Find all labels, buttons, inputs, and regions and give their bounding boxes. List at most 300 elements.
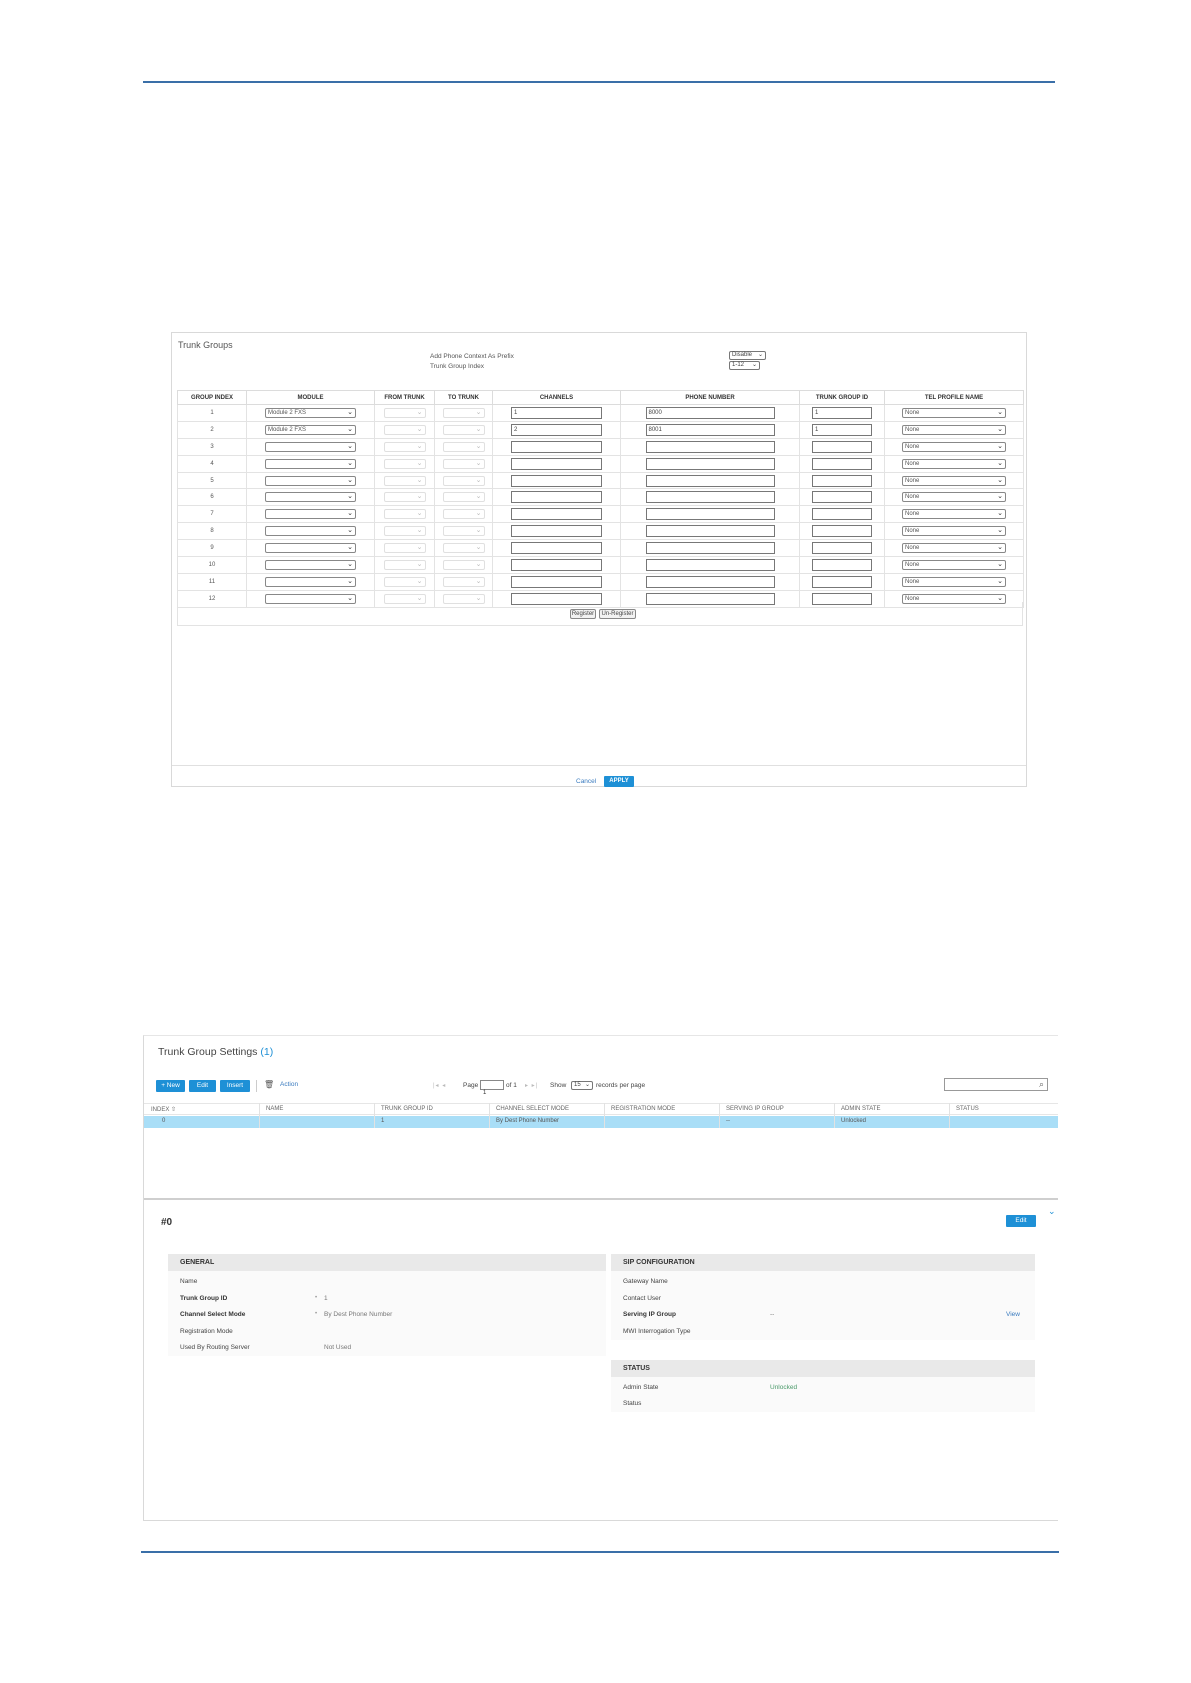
tel-profile-select[interactable] [902, 408, 1006, 418]
tel-profile-select[interactable] [902, 442, 1006, 452]
table-row[interactable] [144, 1116, 1058, 1128]
page-input-value: 1 [483, 1090, 487, 1096]
trunk-group-id-value: 1 [815, 409, 819, 416]
channels-cell [493, 472, 621, 489]
chevron-down-icon: ⌄ [416, 442, 423, 450]
trash-icon[interactable]: 🗑 [264, 1080, 275, 1089]
from-trunk-select [384, 577, 426, 587]
trunk-group-id-input[interactable] [812, 525, 872, 537]
chevron-down-icon: ⌄ [347, 408, 353, 416]
chevron-down-icon: ⌄ [347, 594, 353, 602]
phone-number-input[interactable] [646, 542, 775, 554]
col-divider [604, 1103, 605, 1128]
record-count: (1) [260, 1046, 274, 1058]
used-by-routing-server-label: Used By Routing Server [180, 1344, 250, 1351]
chevron-down-icon: ⌄ [997, 408, 1003, 416]
channel-select-mode-value: By Dest Phone Number [324, 1311, 393, 1318]
channels-input[interactable] [511, 407, 602, 419]
status-label: Status [623, 1400, 642, 1407]
chevron-down-icon: ⌄ [475, 442, 482, 450]
next-last-page-icon[interactable]: ▸ ▸| [525, 1083, 539, 1089]
to-trunk-cell [435, 405, 493, 422]
trunk-group-id-cell [800, 421, 885, 438]
trunk-groups-table [177, 390, 1024, 608]
module-select[interactable] [265, 492, 356, 502]
to-trunk-cell [435, 573, 493, 590]
to-trunk-select [443, 425, 485, 435]
from-trunk-cell [375, 489, 435, 506]
module-cell [247, 523, 375, 540]
col-index: INDEX ⇧ [151, 1107, 177, 1113]
channels-cell [493, 557, 621, 574]
chevron-down-icon: ⌄ [997, 425, 1003, 433]
admin-state-value: Unlocked [770, 1384, 798, 1391]
chevron-down-icon: ⌄ [475, 510, 482, 518]
table-row [178, 540, 1024, 557]
col-group-index: GROUP INDEX [178, 391, 247, 405]
row-channel-select-mode: By Dest Phone Number [496, 1118, 560, 1124]
phone-number-cell [621, 472, 800, 489]
channels-value: 1 [514, 409, 518, 416]
phone-number-cell [621, 489, 800, 506]
phone-number-input[interactable] [646, 491, 775, 503]
channels-input[interactable] [511, 542, 602, 554]
page-of-label: of 1 [506, 1082, 517, 1089]
module-select[interactable] [265, 509, 356, 519]
trunk-group-id-cell [800, 472, 885, 489]
tel-profile-value: None [905, 426, 920, 433]
group-index-cell: 9 [178, 540, 247, 557]
module-select[interactable] [265, 425, 356, 435]
phone-number-input[interactable] [646, 576, 775, 588]
from-trunk-cell [375, 421, 435, 438]
channels-input[interactable] [511, 475, 602, 487]
register-bar [177, 602, 1023, 626]
trunk-group-id-input[interactable] [812, 441, 872, 453]
trunk-group-id-input[interactable] [812, 559, 872, 571]
channels-cell [493, 540, 621, 557]
add-phone-context-value: Disable [732, 352, 753, 358]
group-index-cell: 11 [178, 573, 247, 590]
tel-profile-select[interactable] [902, 459, 1006, 469]
tel-profile-select[interactable] [902, 509, 1006, 519]
phone-number-input[interactable] [646, 458, 775, 470]
phone-number-value: 8000 [648, 409, 662, 416]
phone-number-input[interactable] [646, 475, 775, 487]
trunk-group-id-input[interactable] [812, 508, 872, 520]
chevron-down-icon: ⌄ [416, 425, 423, 433]
row-index: 0 [162, 1118, 166, 1124]
trunk-group-id-input[interactable] [812, 576, 872, 588]
tel-profile-cell [885, 506, 1024, 523]
chevron-down-icon: ⌄ [997, 594, 1003, 602]
chevron-down-icon: ⌄ [347, 527, 353, 535]
trunk-group-id-cell [800, 506, 885, 523]
chevron-down-icon: ⌄ [416, 493, 423, 501]
chevron-down-icon: ⌄ [347, 544, 353, 552]
module-cell [247, 455, 375, 472]
page-title-text: Trunk Group Settings [158, 1046, 258, 1058]
contact-user-label: Contact User [623, 1295, 661, 1302]
to-trunk-select [443, 560, 485, 570]
col-phone-number: PHONE NUMBER [621, 391, 800, 405]
chevron-down-icon: ⌄ [347, 476, 353, 484]
channels-cell [493, 421, 621, 438]
phone-number-cell [621, 421, 800, 438]
status-section [611, 1360, 1035, 1412]
phone-number-cell [621, 455, 800, 472]
chevron-down-icon: ⌄ [416, 560, 423, 568]
trunk-group-id-input[interactable] [812, 491, 872, 503]
channels-input[interactable] [511, 559, 602, 571]
module-cell [247, 506, 375, 523]
tel-profile-value: None [905, 409, 920, 416]
phone-number-cell [621, 573, 800, 590]
to-trunk-cell [435, 438, 493, 455]
records-per-page-label: records per page [596, 1082, 646, 1089]
chevron-down-icon: ⌄ [475, 459, 482, 467]
chevron-down-icon: ⌄ [416, 408, 423, 416]
from-trunk-cell [375, 573, 435, 590]
page-label: Page [463, 1082, 479, 1089]
module-value: Module 2 FXS [268, 426, 307, 433]
from-trunk-cell [375, 523, 435, 540]
bullet-icon: • [315, 1311, 318, 1317]
tel-profile-value: None [905, 595, 920, 602]
channels-cell [493, 489, 621, 506]
from-trunk-select [384, 459, 426, 469]
from-trunk-cell [375, 557, 435, 574]
channels-cell [493, 438, 621, 455]
trunk-group-id-input[interactable] [812, 542, 872, 554]
panel-title: Trunk Groups [178, 340, 233, 350]
search-input[interactable] [944, 1078, 1048, 1091]
tel-profile-cell [885, 557, 1024, 574]
to-trunk-cell [435, 472, 493, 489]
trunk-group-settings-panel [143, 1035, 1058, 1521]
col-channels: CHANNELS [493, 391, 621, 405]
tel-profile-select[interactable] [902, 543, 1006, 553]
col-module: MODULE [247, 391, 375, 405]
chevron-down-icon: ⌄ [416, 594, 423, 602]
name-label: Name [180, 1278, 198, 1285]
view-link[interactable]: View [1006, 1311, 1020, 1318]
chevron-down-icon: ⌄ [475, 544, 482, 552]
group-index-cell: 3 [178, 438, 247, 455]
chevron-down-icon: ⌄ [416, 459, 423, 467]
phone-number-input[interactable] [646, 441, 775, 453]
chevron-down-icon: ⌄ [475, 527, 482, 535]
trunk-group-index-select[interactable] [729, 361, 760, 370]
phone-number-input[interactable] [646, 508, 775, 520]
table-header [178, 391, 1024, 405]
group-index-cell: 1 [178, 405, 247, 422]
trunk-group-id-cell [800, 557, 885, 574]
from-trunk-cell [375, 472, 435, 489]
chevron-down-icon: ⌄ [997, 459, 1003, 467]
col-divider [834, 1103, 835, 1128]
col-admin-state: ADMIN STATE [841, 1106, 881, 1112]
tel-profile-select[interactable] [902, 476, 1006, 486]
group-index-cell: 6 [178, 489, 247, 506]
chevron-down-icon: ⌄ [997, 510, 1003, 518]
table-row [178, 438, 1024, 455]
module-select[interactable] [265, 577, 356, 587]
registration-mode-label: Registration Mode [180, 1328, 233, 1335]
module-cell [247, 421, 375, 438]
from-trunk-cell [375, 438, 435, 455]
used-by-routing-server-value: Not Used [324, 1344, 352, 1351]
status-section-title: STATUS [611, 1360, 1035, 1377]
from-trunk-cell [375, 405, 435, 422]
to-trunk-cell [435, 421, 493, 438]
row-trunk-group-id: 1 [381, 1118, 385, 1124]
first-prev-page-icon[interactable]: |◂ ◂ [433, 1083, 447, 1089]
details-divider [144, 1198, 1058, 1200]
tel-profile-value: None [905, 561, 920, 568]
from-trunk-select [384, 492, 426, 502]
channels-cell [493, 506, 621, 523]
from-trunk-select [384, 408, 426, 418]
to-trunk-select [443, 577, 485, 587]
to-trunk-cell [435, 506, 493, 523]
phone-number-input[interactable] [646, 424, 775, 436]
to-trunk-select [443, 476, 485, 486]
col-channel-select-mode: CHANNEL SELECT MODE [496, 1106, 570, 1112]
register-button[interactable]: Register [571, 611, 595, 617]
module-select[interactable] [265, 459, 356, 469]
chevron-down-icon: ⌄ [997, 577, 1003, 585]
group-index-cell: 10 [178, 557, 247, 574]
mwi-interrogation-type-label: MWI Interrogation Type [623, 1328, 691, 1335]
module-select[interactable] [265, 442, 356, 452]
col-divider [374, 1103, 375, 1128]
to-trunk-cell [435, 489, 493, 506]
table-row [178, 421, 1024, 438]
tel-profile-value: None [905, 460, 920, 467]
grid-header [144, 1103, 1058, 1115]
from-trunk-select [384, 560, 426, 570]
tel-profile-select[interactable] [902, 526, 1006, 536]
to-trunk-cell [435, 540, 493, 557]
module-cell [247, 405, 375, 422]
chevron-down-icon: ⌄ [997, 560, 1003, 568]
header-rule [143, 81, 1055, 83]
channels-value: 2 [514, 426, 518, 433]
edit-button[interactable]: Edit [189, 1080, 216, 1092]
chevron-down-icon: ⌄ [416, 527, 423, 535]
from-trunk-cell [375, 455, 435, 472]
col-name: NAME [266, 1106, 284, 1112]
serving-ip-group-value: -- [770, 1311, 775, 1318]
tel-profile-cell [885, 421, 1024, 438]
tel-profile-value: None [905, 528, 920, 535]
trunk-group-id-input[interactable] [812, 407, 872, 419]
add-phone-context-label: Add Phone Context As Prefix [430, 353, 514, 360]
to-trunk-select [443, 442, 485, 452]
tel-profile-select[interactable] [902, 560, 1006, 570]
serving-ip-group-label: Serving IP Group [623, 1311, 676, 1318]
channels-input[interactable] [511, 458, 602, 470]
chevron-down-icon: ⌄ [347, 510, 353, 518]
page-size-value: 15 [574, 1082, 581, 1088]
divider [172, 765, 1026, 766]
table-row [178, 455, 1024, 472]
from-trunk-select [384, 442, 426, 452]
show-label: Show [550, 1082, 567, 1089]
phone-number-cell [621, 438, 800, 455]
module-value: Module 2 FXS [268, 409, 307, 416]
unregister-button[interactable]: Un-Register [599, 609, 636, 619]
chevron-down-icon: ⌄ [997, 442, 1003, 450]
table-row [178, 573, 1024, 590]
phone-number-cell [621, 540, 800, 557]
trunk-group-id-value: 1 [815, 426, 819, 433]
from-trunk-select [384, 543, 426, 553]
to-trunk-cell [435, 455, 493, 472]
trunk-group-id-cell [800, 438, 885, 455]
trunk-group-index-value: 1-12 [732, 362, 745, 368]
tel-profile-select[interactable] [902, 425, 1006, 435]
trunk-group-id-input[interactable] [812, 475, 872, 487]
col-divider [259, 1103, 260, 1128]
chevron-down-icon: ⌄ [347, 560, 353, 568]
tel-profile-cell [885, 540, 1024, 557]
channel-select-mode-label: Channel Select Mode [180, 1311, 246, 1318]
chevron-down-icon: ⌄ [751, 362, 757, 368]
table-row [178, 557, 1024, 574]
module-select[interactable] [265, 560, 356, 570]
tel-profile-select[interactable] [902, 577, 1006, 587]
from-trunk-select [384, 526, 426, 536]
col-status: STATUS [956, 1106, 979, 1112]
col-tel-profile-name: TEL PROFILE NAME [885, 391, 1024, 405]
tel-profile-select[interactable] [902, 492, 1006, 502]
module-select[interactable] [265, 476, 356, 486]
cancel-link[interactable]: Cancel [576, 778, 597, 785]
bullet-icon: • [315, 1295, 318, 1301]
tel-profile-value: None [905, 443, 920, 450]
admin-state-label: Admin State [623, 1384, 659, 1391]
new-button[interactable]: + New [156, 1080, 185, 1092]
to-trunk-select [443, 459, 485, 469]
col-to-trunk: TO TRUNK [435, 391, 493, 405]
col-from-trunk: FROM TRUNK [375, 391, 435, 405]
module-cell [247, 540, 375, 557]
from-trunk-select [384, 509, 426, 519]
col-trunk-group-id: TRUNK GROUP ID [381, 1106, 433, 1112]
chevron-down-icon: ⌄ [347, 442, 353, 450]
tel-profile-cell [885, 489, 1024, 506]
to-trunk-select [443, 408, 485, 418]
to-trunk-select [443, 526, 485, 536]
col-registration-mode: REGISTRATION MODE [611, 1106, 676, 1112]
page-size-select[interactable] [571, 1081, 593, 1090]
trunk-group-id-cell [800, 573, 885, 590]
record-title: #0 [161, 1217, 173, 1228]
add-phone-context-select[interactable] [729, 351, 766, 360]
chevron-down-icon: ⌄ [997, 544, 1003, 552]
group-index-cell: 8 [178, 523, 247, 540]
phone-number-input[interactable] [646, 559, 775, 571]
chevron-down-icon: ⌄ [347, 493, 353, 501]
trunk-group-id-cell [800, 523, 885, 540]
tel-profile-value: None [905, 578, 920, 585]
from-trunk-select [384, 425, 426, 435]
channels-input[interactable] [511, 441, 602, 453]
chevron-down-icon: ⌄ [416, 476, 423, 484]
page-title [158, 1046, 273, 1058]
chevron-down-icon: ⌄ [997, 476, 1003, 484]
col-serving-ip-group: SERVING IP GROUP [726, 1106, 784, 1112]
tel-profile-cell [885, 523, 1024, 540]
channels-input[interactable] [511, 508, 602, 520]
module-cell [247, 489, 375, 506]
chevron-down-icon: ⌄ [997, 493, 1003, 501]
tel-profile-cell [885, 438, 1024, 455]
trunk-group-id-input[interactable] [812, 424, 872, 436]
general-section [168, 1254, 606, 1356]
chevron-down-icon: ⌄ [475, 560, 482, 568]
tel-profile-cell [885, 405, 1024, 422]
chevron-down-icon: ⌄ [416, 510, 423, 518]
phone-number-cell [621, 557, 800, 574]
sip-section-title: SIP CONFIGURATION [611, 1254, 1035, 1271]
record-edit-button[interactable]: Edit [1006, 1215, 1036, 1227]
channels-input[interactable] [511, 576, 602, 588]
apply-button[interactable]: APPLY [604, 776, 634, 787]
channels-cell [493, 455, 621, 472]
table-row [178, 506, 1024, 523]
tel-profile-value: None [905, 477, 920, 484]
tel-profile-cell [885, 573, 1024, 590]
phone-number-input[interactable] [646, 525, 775, 537]
tel-profile-cell [885, 455, 1024, 472]
phone-number-input[interactable] [646, 407, 775, 419]
trunk-groups-panel [171, 332, 1027, 787]
collapse-chevron-icon[interactable]: ⌄ [1048, 1206, 1056, 1216]
channels-input[interactable] [511, 525, 602, 537]
trunk-group-id-value: 1 [324, 1295, 328, 1302]
phone-number-cell [621, 506, 800, 523]
trunk-group-id-input[interactable] [812, 458, 872, 470]
module-select[interactable] [265, 408, 356, 418]
from-trunk-cell [375, 506, 435, 523]
module-select[interactable] [265, 543, 356, 553]
sip-configuration-section [611, 1254, 1035, 1340]
chevron-down-icon: ⌄ [347, 577, 353, 585]
to-trunk-cell [435, 523, 493, 540]
to-trunk-select [443, 509, 485, 519]
gateway-name-label: Gateway Name [623, 1278, 668, 1285]
module-select[interactable] [265, 526, 356, 536]
tel-profile-value: None [905, 511, 920, 518]
table-row [178, 489, 1024, 506]
module-cell [247, 438, 375, 455]
chevron-down-icon: ⌄ [584, 1082, 590, 1088]
action-menu[interactable]: Action [280, 1081, 299, 1088]
channels-input[interactable] [511, 491, 602, 503]
chevron-down-icon: ⌄ [475, 594, 482, 602]
page-input[interactable] [480, 1080, 504, 1096]
insert-button[interactable]: Insert [220, 1080, 250, 1092]
chevron-down-icon: ⌄ [475, 408, 482, 416]
chevron-down-icon: ⌄ [416, 544, 423, 552]
channels-input[interactable] [511, 424, 602, 436]
module-cell [247, 472, 375, 489]
chevron-down-icon: ⌄ [347, 425, 353, 433]
phone-number-cell [621, 523, 800, 540]
